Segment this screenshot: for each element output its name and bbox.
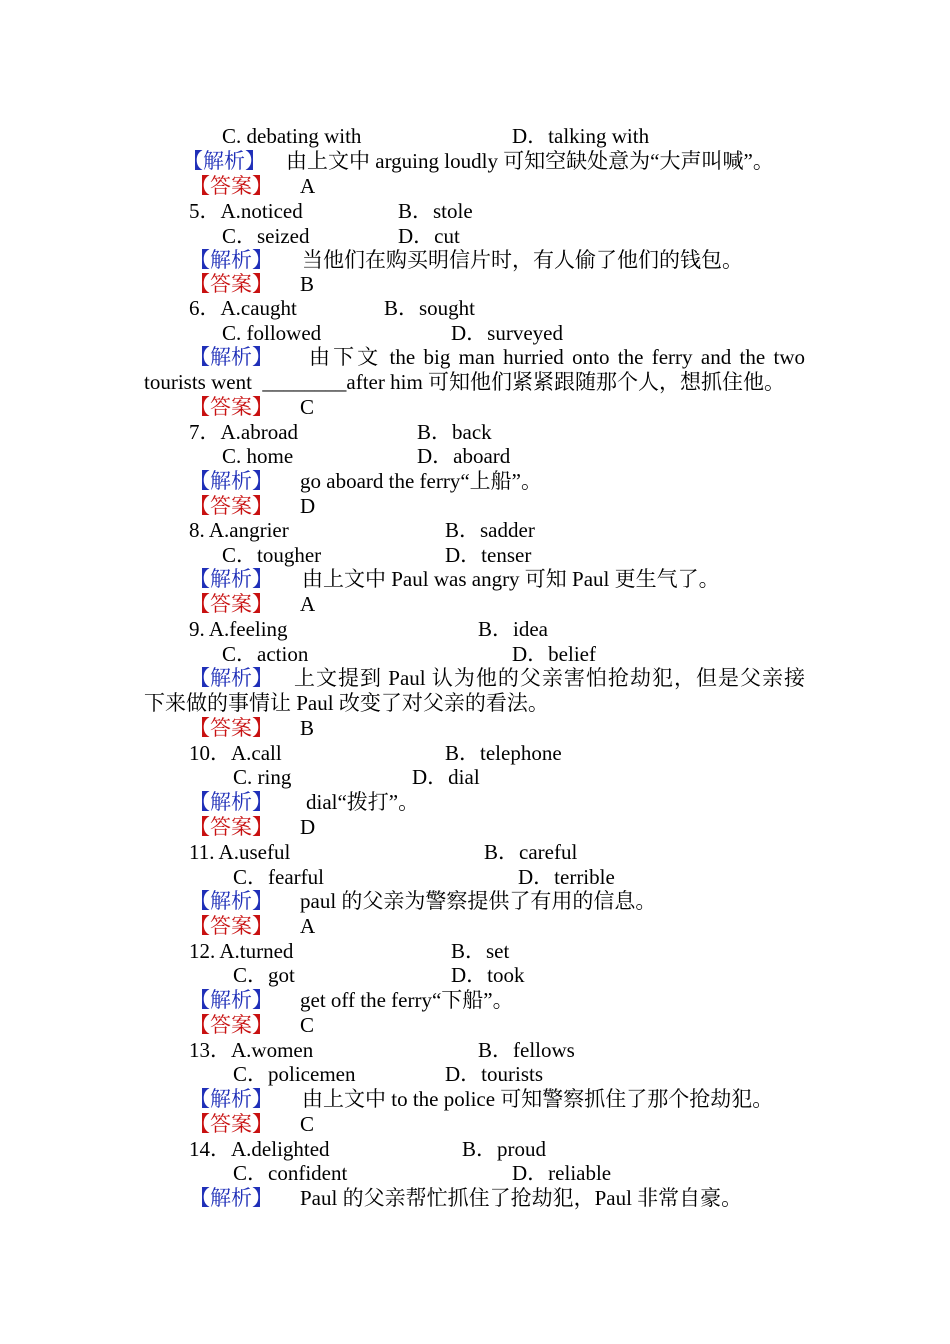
- q7-analysis: [0, 469, 542, 494]
- q8-option-d: D．tenser: [445, 543, 532, 567]
- q13-option-b: B．fellows: [478, 1038, 575, 1062]
- q12-option-b: B．set: [451, 939, 510, 963]
- q13-option-d: D．tourists: [445, 1062, 544, 1086]
- answer-label: 【答案】: [189, 494, 273, 518]
- q7-option-d: D．aboard: [417, 444, 511, 468]
- analysis-label: 【解析】: [189, 469, 273, 493]
- q6-option-b: B．sought: [384, 296, 476, 320]
- q12-option-c: C．got: [233, 963, 295, 987]
- answer-label: 【答案】: [189, 1013, 273, 1037]
- q11-option-c: C．fearful: [233, 865, 324, 889]
- q6-option-d: D．surveyed: [451, 321, 563, 345]
- q8-analysis-text: 由上文中 Paul was angry 可知 Paul 更生气了。: [302, 567, 720, 591]
- answer-label: 【答案】: [189, 272, 273, 296]
- q5-answer-value: B: [300, 272, 315, 296]
- q11-answer-value: A: [300, 914, 316, 938]
- q9-analysis-line2: [0, 691, 549, 716]
- q6-option-a: 6．A.caught: [189, 296, 297, 320]
- q9-options-cd: [0, 642, 596, 667]
- q9-option-c: C．action: [222, 642, 309, 666]
- q9-analysis-text-2: 下来做的事情让 Paul 改变了对父亲的看法。: [144, 691, 549, 715]
- q6-options-cd: [0, 321, 563, 346]
- q7-option-c: C. home: [222, 444, 294, 468]
- q6-analysis-text-1: 由下文 the big man hurried onto the ferry and the two: [309, 345, 805, 369]
- analysis-label: 【解析】: [189, 248, 273, 272]
- q12-options-cd: [0, 963, 525, 988]
- q11-option-d: D．terrible: [518, 865, 615, 889]
- analysis-label: 【解析】: [182, 149, 266, 173]
- q6-answer-value: C: [300, 395, 315, 419]
- q4-options-cd: [0, 124, 650, 149]
- q13-answer: [0, 1112, 315, 1137]
- q11-analysis-text: paul 的父亲为警察提供了有用的信息。: [300, 889, 657, 913]
- q9-answer-value: B: [300, 716, 315, 740]
- q6-option-c: C. followed: [222, 321, 322, 345]
- q5-option-a: 5．A.noticed: [189, 199, 303, 223]
- q14-analysis-text: Paul 的父亲帮忙抓住了抢劫犯，Paul 非常自豪。: [300, 1186, 743, 1210]
- q14-option-a: 14．A.delighted: [189, 1137, 330, 1161]
- q5-answer: [0, 272, 315, 297]
- q12-options-ab: [0, 939, 510, 964]
- analysis-label: 【解析】: [189, 567, 273, 591]
- q7-answer-value: D: [300, 494, 316, 518]
- q8-analysis: [0, 567, 720, 592]
- q7-option-a: 7．A.abroad: [189, 420, 299, 444]
- q11-analysis: [0, 889, 657, 914]
- q11-answer: [0, 914, 316, 939]
- answer-label: 【答案】: [189, 395, 273, 419]
- answer-label: 【答案】: [189, 1112, 273, 1136]
- q12-answer: [0, 1013, 315, 1038]
- q10-analysis: [0, 790, 420, 815]
- q6-options-ab: [0, 296, 476, 321]
- q6-analysis-text-2: tourists went ________after him 可知他们紧紧跟随那个人，想抓住他。: [144, 370, 786, 394]
- q11-options-ab: [0, 840, 578, 865]
- q12-option-d: D．took: [451, 963, 525, 987]
- q10-answer: [0, 815, 316, 840]
- q5-option-d: D．cut: [398, 224, 460, 248]
- q4-option-c: C. debating with: [222, 124, 362, 148]
- q10-options-cd: [0, 765, 480, 790]
- analysis-label: 【解析】: [189, 1087, 273, 1111]
- q12-option-a: 12. A.turned: [189, 939, 294, 963]
- q9-analysis-text-1: 上文提到 Paul 认为他的父亲害怕抢劫犯，但是父亲接: [294, 666, 805, 690]
- analysis-label: 【解析】: [189, 345, 273, 369]
- analysis-label: 【解析】: [189, 1186, 273, 1210]
- q7-options-ab: [0, 420, 492, 445]
- q4-analysis: [0, 149, 774, 174]
- q6-analysis-line2: [0, 370, 786, 395]
- q14-option-c: C．confident: [233, 1161, 348, 1185]
- q12-analysis-text: get off the ferry“下船”。: [300, 988, 514, 1012]
- q13-option-a: 13．A.women: [189, 1038, 314, 1062]
- q14-options-ab: [0, 1137, 546, 1162]
- analysis-label: 【解析】: [189, 666, 273, 690]
- answer-label: 【答案】: [189, 914, 273, 938]
- analysis-label: 【解析】: [189, 988, 273, 1012]
- q12-answer-value: C: [300, 1013, 315, 1037]
- q5-analysis: [0, 248, 743, 273]
- q9-analysis-line1: [0, 666, 805, 691]
- answer-label: 【答案】: [189, 592, 273, 616]
- q5-option-b: B．stole: [398, 199, 473, 223]
- q8-option-b: B．sadder: [445, 518, 535, 542]
- analysis-label: 【解析】: [189, 790, 273, 814]
- q4-option-d: D．talking with: [512, 124, 650, 148]
- q6-analysis-line1: [0, 345, 805, 370]
- q5-analysis-text: 当他们在购买明信片时，有人偷了他们的钱包。: [302, 248, 743, 272]
- answer-label: 【答案】: [189, 815, 273, 839]
- q7-answer: [0, 494, 316, 519]
- q14-analysis: [0, 1186, 743, 1211]
- q14-options-cd: [0, 1161, 612, 1186]
- q4-answer: [0, 174, 316, 199]
- answer-label: 【答案】: [189, 174, 273, 198]
- q11-option-b: B．careful: [484, 840, 578, 864]
- q8-answer-value: A: [300, 592, 316, 616]
- q12-analysis: [0, 988, 514, 1013]
- q9-option-b: B．idea: [478, 617, 548, 641]
- q5-option-c: C．seized: [222, 224, 310, 248]
- q9-options-ab: [0, 617, 548, 642]
- q4-analysis-text: 由上文中 arguing loudly 可知空缺处意为“大声叫喊”。: [286, 149, 774, 173]
- q10-options-ab: [0, 741, 562, 766]
- q8-option-a: 8. A.angrier: [189, 518, 289, 542]
- q10-option-a: 10．A.call: [189, 741, 282, 765]
- q9-option-a: 9. A.feeling: [189, 617, 288, 641]
- q14-option-d: D．reliable: [512, 1161, 612, 1185]
- q8-options-cd: [0, 543, 532, 568]
- q13-answer-value: C: [300, 1112, 315, 1136]
- q10-answer-value: D: [300, 815, 316, 839]
- q9-option-d: D．belief: [512, 642, 596, 666]
- q10-analysis-text: dial“拨打”。: [306, 790, 420, 814]
- q10-option-b: B．telephone: [445, 741, 562, 765]
- q8-option-c: C．tougher: [222, 543, 322, 567]
- q11-option-a: 11. A.useful: [189, 840, 291, 864]
- q10-option-c: C. ring: [233, 765, 292, 789]
- q13-options-ab: [0, 1038, 575, 1063]
- q11-options-cd: [0, 865, 615, 890]
- q13-analysis: [0, 1087, 774, 1112]
- q7-options-cd: [0, 444, 511, 469]
- q8-options-ab: [0, 518, 535, 543]
- q4-answer-value: A: [300, 174, 316, 198]
- q6-answer: [0, 395, 315, 420]
- q9-answer: [0, 716, 315, 741]
- q13-analysis-text: 由上文中 to the police 可知警察抓住了那个抢劫犯。: [302, 1087, 774, 1111]
- q8-answer: [0, 592, 316, 617]
- analysis-label: 【解析】: [189, 889, 273, 913]
- q10-option-d: D．dial: [412, 765, 480, 789]
- q5-options-cd: [0, 224, 460, 249]
- q13-options-cd: [0, 1062, 544, 1087]
- q7-analysis-text: go aboard the ferry“上船”。: [300, 469, 542, 493]
- answer-label: 【答案】: [189, 716, 273, 740]
- q13-option-c: C．policemen: [233, 1062, 356, 1086]
- q7-option-b: B．back: [417, 420, 492, 444]
- q5-options-ab: [0, 199, 473, 224]
- q14-option-b: B．proud: [462, 1137, 546, 1161]
